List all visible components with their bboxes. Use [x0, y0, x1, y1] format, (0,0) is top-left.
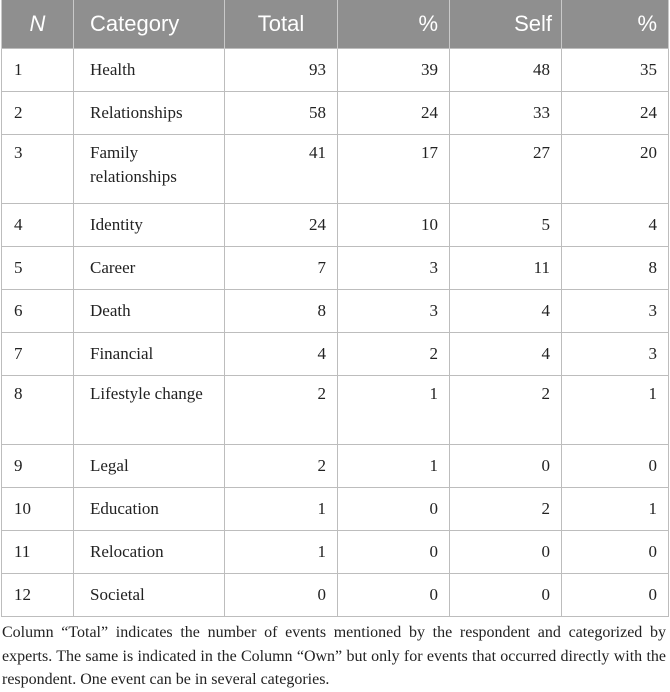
- row-number: 12: [2, 574, 74, 617]
- row-number: 1: [2, 49, 74, 92]
- row-total-percent: 17: [338, 135, 450, 204]
- row-self: 2: [450, 376, 562, 445]
- row-self: 0: [450, 574, 562, 617]
- row-total: 1: [225, 531, 338, 574]
- row-total: 93: [225, 49, 338, 92]
- row-number: 2: [2, 92, 74, 135]
- row-self: 4: [450, 290, 562, 333]
- row-total: 7: [225, 247, 338, 290]
- header-row: [2, 0, 669, 49]
- table-row: [2, 333, 669, 376]
- row-category: Identity: [74, 204, 225, 247]
- row-self-percent: 0: [562, 574, 669, 617]
- table-row: [2, 204, 669, 247]
- row-total-percent: 0: [338, 488, 450, 531]
- header-total-percent: %: [338, 0, 450, 49]
- table-row: [2, 290, 669, 333]
- row-number: 9: [2, 445, 74, 488]
- table-row: [2, 531, 669, 574]
- row-self-percent: 4: [562, 204, 669, 247]
- row-total-percent: 1: [338, 376, 450, 445]
- row-category: Legal: [74, 445, 225, 488]
- row-total: 58: [225, 92, 338, 135]
- table-row: [2, 574, 669, 617]
- header-category: Category: [74, 0, 225, 49]
- row-total-percent: 24: [338, 92, 450, 135]
- row-self-percent: 0: [562, 445, 669, 488]
- row-self-percent: 8: [562, 247, 669, 290]
- row-number: 11: [2, 531, 74, 574]
- row-self: 27: [450, 135, 562, 204]
- row-total-percent: 1: [338, 445, 450, 488]
- row-total: 1: [225, 488, 338, 531]
- table-footnote: Column “Total” indicates the number of events mentioned by the respondent and categorized by experts. The same is indicated in the Column “Own” but only for events that occurred directly with the respondent. One event can be in several categories.: [2, 624, 666, 688]
- header-self-percent: %: [562, 0, 669, 49]
- row-number: 7: [2, 333, 74, 376]
- row-self: 48: [450, 49, 562, 92]
- row-total: 8: [225, 290, 338, 333]
- row-total: 2: [225, 376, 338, 445]
- row-self: 11: [450, 247, 562, 290]
- row-category: Financial: [74, 333, 225, 376]
- row-total-percent: 10: [338, 204, 450, 247]
- row-self-percent: 3: [562, 290, 669, 333]
- header-self: Self: [450, 0, 562, 49]
- row-category: Relationships: [74, 92, 225, 135]
- row-category: Death: [74, 290, 225, 333]
- row-category: Societal: [74, 574, 225, 617]
- table-row: [2, 92, 669, 135]
- row-self-percent: 35: [562, 49, 669, 92]
- table-row: [2, 49, 669, 92]
- table-row: [2, 488, 669, 531]
- row-number: 4: [2, 204, 74, 247]
- row-total: 2: [225, 445, 338, 488]
- row-total-percent: 3: [338, 247, 450, 290]
- row-total-percent: 0: [338, 531, 450, 574]
- row-category: Education: [74, 488, 225, 531]
- header-total: Total: [225, 0, 338, 49]
- row-category: Health: [74, 49, 225, 92]
- row-total: 0: [225, 574, 338, 617]
- row-self: 33: [450, 92, 562, 135]
- row-total: 4: [225, 333, 338, 376]
- row-category: Family relationships: [74, 135, 225, 204]
- table-row: [2, 445, 669, 488]
- row-total-percent: 0: [338, 574, 450, 617]
- row-category: Lifestyle change: [74, 376, 225, 445]
- row-number: 8: [2, 376, 74, 445]
- row-total: 24: [225, 204, 338, 247]
- row-total-percent: 2: [338, 333, 450, 376]
- row-self-percent: 1: [562, 488, 669, 531]
- table-row: [2, 247, 669, 290]
- row-self-percent: 20: [562, 135, 669, 204]
- row-self-percent: 3: [562, 333, 669, 376]
- row-total: 41: [225, 135, 338, 204]
- row-category: Career: [74, 247, 225, 290]
- row-self-percent: 24: [562, 92, 669, 135]
- row-self: 5: [450, 204, 562, 247]
- row-self-percent: 0: [562, 531, 669, 574]
- row-number: 6: [2, 290, 74, 333]
- table-header: [2, 0, 669, 49]
- row-self: 0: [450, 531, 562, 574]
- table-row: [2, 376, 669, 445]
- row-number: 5: [2, 247, 74, 290]
- categories-table: [1, 0, 669, 617]
- row-self: 4: [450, 333, 562, 376]
- table-row: [2, 135, 669, 204]
- row-self: 2: [450, 488, 562, 531]
- row-total-percent: 3: [338, 290, 450, 333]
- table-body: [2, 49, 669, 617]
- header-n: N: [2, 0, 74, 49]
- row-self-percent: 1: [562, 376, 669, 445]
- row-self: 0: [450, 445, 562, 488]
- row-number: 10: [2, 488, 74, 531]
- row-number: 3: [2, 135, 74, 204]
- row-total-percent: 39: [338, 49, 450, 92]
- row-category: Relocation: [74, 531, 225, 574]
